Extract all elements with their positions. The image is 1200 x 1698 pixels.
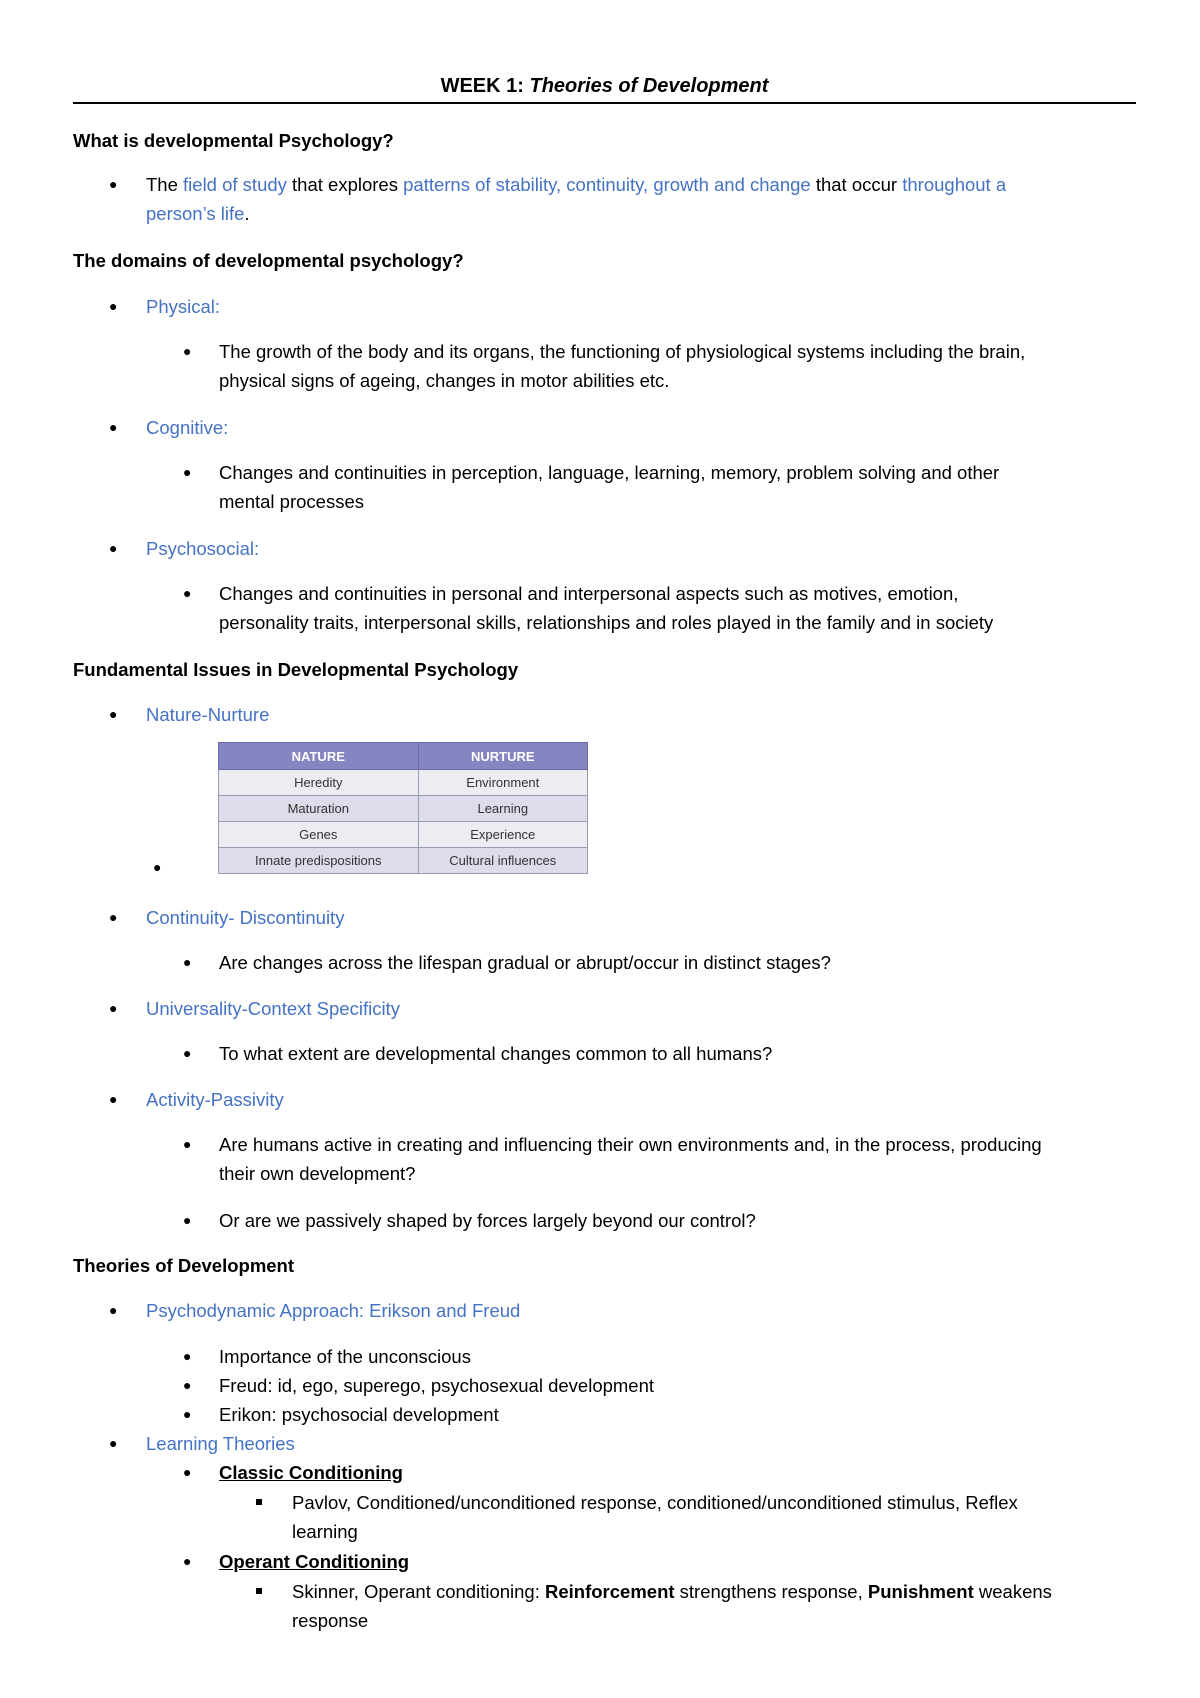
theory-learning: Learning Theories xyxy=(146,1433,295,1454)
bullet-dot: ● xyxy=(183,1377,192,1393)
cognitive-text-line1: Changes and continuities in perception, language, learning, memory, problem solving and other xyxy=(219,462,1000,483)
heading-theories: Theories of Development xyxy=(73,1255,295,1276)
table-cell: Maturation xyxy=(219,796,419,822)
bullet-dot: ● xyxy=(109,1302,118,1318)
activity-text-line1: Are humans active in creating and influencing their own environments and, in the process, producing xyxy=(219,1134,1042,1155)
table-header-row xyxy=(219,743,588,770)
table-cell: Experience xyxy=(418,822,587,848)
table-cell: Environment xyxy=(418,770,587,796)
table-cell: Innate predispositions xyxy=(219,848,419,874)
title-rule xyxy=(73,102,1136,104)
bullet-dot: ● xyxy=(109,706,118,722)
psychosocial-text-line1: Changes and continuities in personal and interpersonal aspects such as motives, emotion, xyxy=(219,583,959,604)
table-cell: Genes xyxy=(219,822,419,848)
issue-continuity: Continuity- Discontinuity xyxy=(146,907,345,928)
operant-text: Skinner, Operant conditioning: Reinforcement strengthens response, Punishment weakens response xyxy=(292,1581,1052,1631)
domain-psychosocial: Psychosocial: xyxy=(146,538,260,559)
bullet-dot: ● xyxy=(183,585,192,601)
bullet-dot: ● xyxy=(109,176,118,192)
classic-text-line2: learning xyxy=(292,1521,358,1542)
square-bullet xyxy=(256,1499,262,1505)
bullet-dot: ● xyxy=(183,1348,192,1364)
table-cell: Cultural influences xyxy=(418,848,587,874)
classic-text-line1: Pavlov, Conditioned/unconditioned response, conditioned/unconditioned stimulus, Reflex xyxy=(292,1492,1018,1513)
bullet-dot: ● xyxy=(183,1045,192,1061)
bullet-dot: ● xyxy=(183,1212,192,1228)
physical-text-line1: The growth of the body and its organs, the functioning of physiological systems including the brain, xyxy=(219,341,1026,362)
operant-conditioning-heading: Operant Conditioning xyxy=(219,1551,410,1572)
bullet-dot: ● xyxy=(109,1000,118,1016)
issue-nature-nurture: Nature-Nurture xyxy=(146,704,270,725)
bullet-dot: ● xyxy=(109,540,118,556)
table-cell: Heredity xyxy=(219,770,419,796)
bullet-dot: ● xyxy=(183,1553,192,1569)
table-row xyxy=(219,796,588,822)
psychodynamic-item-1: Importance of the unconscious xyxy=(219,1346,471,1367)
bullet-dot: ● xyxy=(183,343,192,359)
issue-activity: Activity-Passivity xyxy=(146,1089,284,1110)
universality-text: To what extent are developmental changes common to all humans? xyxy=(219,1043,773,1064)
table-header-nurture: NURTURE xyxy=(418,743,587,770)
table-cell: Learning xyxy=(418,796,587,822)
bullet-dot: ● xyxy=(183,954,192,970)
bullet-dot: ● xyxy=(183,1406,192,1422)
table-row xyxy=(219,822,588,848)
issue-universality: Universality-Context Specificity xyxy=(146,998,400,1019)
nature-nurture-table xyxy=(218,742,588,874)
continuity-text: Are changes across the lifespan gradual or abrupt/occur in distinct stages? xyxy=(219,952,831,973)
heading-what-is: What is developmental Psychology? xyxy=(73,130,394,151)
cognitive-text-line2: mental processes xyxy=(219,491,364,512)
bullet-dot: ● xyxy=(183,1136,192,1152)
page-title-italic: Theories of Development xyxy=(529,75,769,97)
bullet-dot: ● xyxy=(183,464,192,480)
table-row xyxy=(219,848,588,874)
bullet-dot: ● xyxy=(109,298,118,314)
activity-text-line2: their own development? xyxy=(219,1163,416,1184)
psychodynamic-item-3: Erikon: psychosocial development xyxy=(219,1404,499,1425)
bullet-dot: ● xyxy=(109,909,118,925)
bullet-dot: ● xyxy=(109,419,118,435)
domain-physical: Physical: xyxy=(146,296,221,317)
table-row xyxy=(219,770,588,796)
activity-text-line3: Or are we passively shaped by forces largely beyond our control? xyxy=(219,1210,756,1231)
bullet-dot: ● xyxy=(183,1464,192,1480)
psychodynamic-item-2: Freud: id, ego, superego, psychosexual development xyxy=(219,1375,655,1396)
classic-conditioning-heading: Classic Conditioning xyxy=(219,1462,403,1483)
heading-fundamental-issues: Fundamental Issues in Developmental Psychology xyxy=(73,659,519,680)
bullet-dot: ● xyxy=(153,859,162,875)
domain-cognitive: Cognitive: xyxy=(146,417,229,438)
table-header-nature: NATURE xyxy=(219,743,419,770)
theory-psychodynamic: Psychodynamic Approach: Erikson and Freud xyxy=(146,1300,521,1321)
heading-domains: The domains of developmental psychology? xyxy=(73,250,464,271)
bullet-dot: ● xyxy=(109,1435,118,1451)
definition-paragraph: The field of study that explores patterns of stability, continuity, growth and change that occur throughout a person’s life. xyxy=(146,174,1007,224)
square-bullet xyxy=(256,1588,262,1594)
psychosocial-text-line2: personality traits, interpersonal skills, relationships and roles played in the family and in society xyxy=(219,612,994,633)
page-title: WEEK 1: Theories of Development xyxy=(440,75,769,97)
physical-text-line2: physical signs of ageing, changes in motor abilities etc. xyxy=(219,370,670,391)
bullet-dot: ● xyxy=(109,1091,118,1107)
